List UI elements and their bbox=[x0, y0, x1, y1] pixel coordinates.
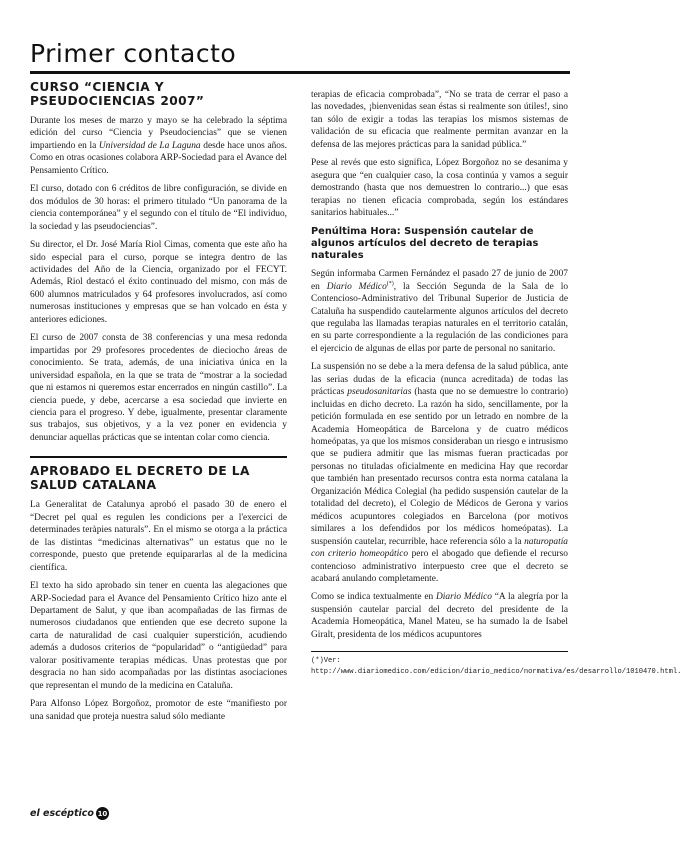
right-column bbox=[311, 89, 681, 678]
left-column bbox=[30, 80, 287, 729]
article-title-curso: CURSO “CIENCIA Y PSEUDOCIENCIAS 2007” bbox=[30, 80, 205, 108]
paragraph: Pese al revés que esto significa, López Borgoñoz no se desanima y asegura que “en cualquier caso, la cosa continúa y vamos a seguir demostrando (hasta que nos demuestren lo contrario...) que esas terapias no tienen eficacia comprobada, según los estándares sanitarios habituales...” bbox=[311, 158, 568, 219]
text: Durante los meses de marzo y mayo se ha celebrado la séptima edición del curso “Ciencia y Pseudociencias” que se vienen impartiendo en la bbox=[30, 116, 287, 151]
publication-name: Diario Médico bbox=[326, 281, 387, 292]
section-header-title: Primer contacto bbox=[30, 39, 237, 68]
paragraph: terapias de eficacia comprobada”, “No se trata de cerrar el paso a las novedades, ¡bienvenidas sean éstas si realmente son útiles!, sino tan sólo de exigir a todas las terapias los mismos sistemas de validación de su eficacia que realmente permitan avanzar en la defensa de las mejores prácticas para la sanidad pública.” bbox=[311, 90, 568, 150]
paragraph: Su director, el Dr. José María Riol Cimas, comenta que este año ha sido especial para el curso, porque se integra dentro de las actividades del Año de la Ciencia, organizado por el FECYT. Además, Riol destacó el éxito continuado del mismo, con más de 600 alumnos matriculados y 64 profesores involucrados, así como numerosas instituciones y empresas que se han volcado en ésta y anteriores ediciones. bbox=[30, 240, 287, 325]
paragraph: El texto ha sido aprobado sin tener en cuenta las alegaciones que ARP-Sociedad para el Avance del Pensamiento Crítico hizo ante el Departament de Salut, y que iban acompañadas de las firmas de numerosos ciudadanos que entienden que ese decreto supone la carta de naturalidad de casi cualquier superstición, acudiendo además a dudosos criterios de “popularidad” o “antigüedad” para valorar positivamente terapias médicas. Unas protestas que por desgracia no han sido acompañadas por las distintas asociaciones que representan el mundo de la medicina en Cataluña. bbox=[30, 581, 287, 691]
paragraph: Para Alfonso López Borgoñoz, promotor de este “manifiesto por una sanidad que proteja nuestra salud sólo mediante bbox=[30, 699, 287, 722]
magazine-name: el escéptico bbox=[30, 808, 94, 819]
text: , la Sección Segunda de la Sala de lo Contencioso-Administrativo del Tribunal Superior de Justicia de Cataluña ha suspendido cautelarmente algunos artículos del decreto que regulaba las llamadas terapias naturales en el territorio catalán, en su parte correspondiente a la regulación de las condiciones para el ejercicio de algunas de ellas por parte de personal no sanitario. bbox=[311, 281, 569, 354]
paragraph bbox=[311, 361, 568, 585]
text: “A la alegría por la suspensión cautelar parcial del decreto del presidente de la Academia Homeopática, Manel Mateu, se ha sumado la de Isabel Giralt, presidenta de los médicos acupuntores bbox=[311, 592, 568, 640]
footnote[interactable]: (*)Ver: http://www.diariomedico.com/edicion/diario_medico/normativa/es/desarrollo/1010470.html. bbox=[311, 657, 681, 677]
paragraph bbox=[30, 115, 287, 177]
page-header bbox=[30, 40, 570, 68]
paragraph bbox=[311, 591, 568, 641]
text: La suspensión no se debe a la mera defensa de la salud pública, ante las serias dudas de la eficacia (nunca acreditada) de todas las prácticas bbox=[311, 362, 568, 398]
paragraph: El curso de 2007 consta de 38 conferencias y una mesa redonda impartidas por 29 profesores procedentes de dieciocho áreas de conocimiento. Se trata, además, de una iniciativa única en la universidad española, en la que se trata de “mostrar a la sociedad que ni estamos ni queremos estar encerrados en ningún castillo”. La ciencia puede, y debe, acercarse a esa sociedad que invierte en ciencia para el progreso. Y debe, igualmente, presentar claramente sus trabajos, sus objetivos, y a la vez poner en evidencia y denunciar aquellas prácticas que se intentan colar como ciencia. bbox=[30, 333, 287, 443]
page-number-badge: 10 bbox=[96, 807, 109, 820]
footnote-rule bbox=[311, 651, 568, 652]
paragraph bbox=[311, 268, 568, 355]
page-footer bbox=[30, 807, 109, 820]
paragraph: La Generalitat de Catalunya aprobó el pasado 30 de enero el “Decret pel qual es regulen les condicions per a l'exercici de determinades teràpies naturals”. En el mismo se otorga a la práctica de las distintas “medicinas alternativas” un estatus que no le corresponde, puesto que pretende equipararlas al de la medicina científica. bbox=[30, 500, 287, 573]
publication-name: Diario Médico bbox=[436, 592, 492, 603]
subsection-title: Penúltima Hora: Suspensión cautelar de algunos artículos del decreto de terapias naturales bbox=[311, 225, 539, 261]
article-title-decreto: APROBADO EL DECRETO DE LA SALUD CATALANA bbox=[30, 464, 250, 493]
text: pero el abogado que defiende el recurso contencioso administrativo interpuesto cree que el decreto se acabará anulando completamente. bbox=[311, 549, 568, 585]
text: desde hace unos años. Como en otras ocasiones colabora ARP-Sociedad para el Avance del Pensamiento Crítico. bbox=[30, 140, 287, 176]
text: (hasta que no se demuestre lo contrario) incluidas en dicho decreto. La razón ha sido, sencillamente, por la petición formulada en ese sentido por un letrado en nombre de la Academia Homeopática de Barcelona y de cuatro médicos homeópatas, ya que los mismos consideraban un riesgo e intrusismo que se pudiera admitir que las mismas fueran practicadas por personas no tituladas oficialmente en medicina Hay que recordar que también han presentado recursos contra esta norma catalana la Organización Médica Colegial (ha pedido suspensión cautelar de la totalidad del decreto), el Colegio de Médicos de Gerona y varios médicos acupuntores colegiados en Barcelona (por motivos similares a los defendidos por los médicos homeópatas). La suspensión cautelar, recurrible, hace referencia sólo a la bbox=[311, 387, 568, 547]
section-divider bbox=[30, 456, 287, 458]
footnote-marker: (*) bbox=[386, 280, 394, 287]
header-rule bbox=[30, 71, 570, 74]
italic-term: naturopatía con criterio homeopático bbox=[311, 536, 568, 560]
university-link-text: Universidad de La Laguna bbox=[98, 140, 201, 151]
paragraph: El curso, dotado con 6 créditos de libre configuración, se divide en dos módulos de 30 horas: el primero titulado “Un panorama de la ciencia contemporánea” y el segundo con el título de “El individuo, la sociedad y las pseudociencias”. bbox=[30, 184, 287, 232]
text: Según informaba Carmen Fernández el pasado 27 de junio de 2007 en bbox=[311, 269, 568, 292]
italic-term: pseudosanitarias bbox=[347, 387, 412, 398]
text: Como se indica textualmente en bbox=[311, 592, 437, 603]
